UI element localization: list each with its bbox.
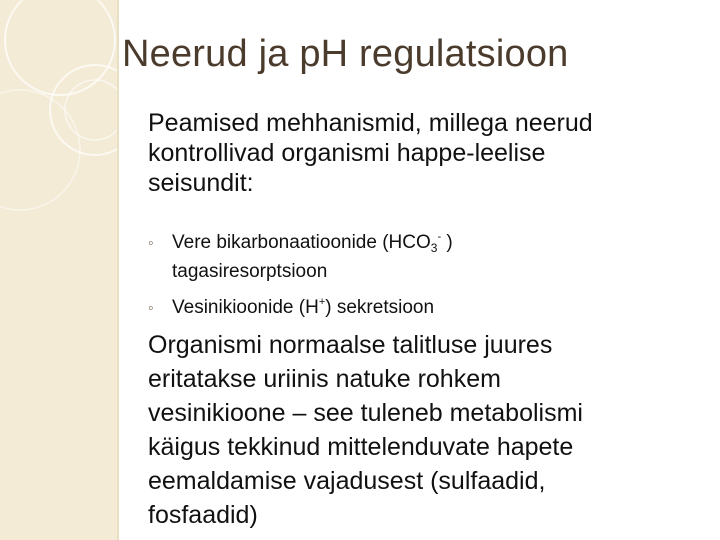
bullet-mechanisms xyxy=(131,108,701,198)
sub-bullet-text: tagasiresorptsioon xyxy=(172,261,328,282)
sub-bullet-text: ) sekretsioon xyxy=(325,297,435,318)
strip-edge-divider xyxy=(117,0,119,540)
subscript-text: 3 xyxy=(430,241,438,255)
bullet-text-line: seisundit: xyxy=(148,169,254,197)
sub-bullet-text: Vesinikioonide (H xyxy=(172,297,319,318)
bullet-text-line: fosfaadid) xyxy=(148,501,258,529)
bullet-text-line: vesinikioone – see tuleneb metabolismi xyxy=(148,399,583,427)
sub-bullet-hydrogen xyxy=(148,291,688,320)
decorative-side-strip xyxy=(0,0,118,540)
superscript-text: + xyxy=(318,296,326,308)
decorative-circles xyxy=(0,0,118,540)
bullet-text-line: eritatakse uriinis natuke rohkem xyxy=(148,365,501,393)
bullet-text-line: Organismi normaalse talitluse juures xyxy=(148,331,553,359)
bullet-text-line: käigus tekkinud mittelenduvate hapete xyxy=(148,433,574,461)
bullet-text-line: Peamised mehhanismid, millega neerud xyxy=(148,109,593,137)
bullet-text-line: kontrollivad organismi happe-leelise xyxy=(148,139,546,167)
bullet-text-line: eemaldamise vajadusest (sulfaadid, xyxy=(148,467,546,495)
superscript-text: - xyxy=(437,231,442,243)
sub-bullet-marker-icon: ◦ xyxy=(148,235,154,252)
sub-bullet-bicarbonate xyxy=(148,226,688,283)
sub-bullet-text: Vere bikarbonaatioonide (HCO xyxy=(172,232,431,253)
bullet-normal-function xyxy=(131,328,701,532)
sub-bullet-text: ) xyxy=(441,232,453,253)
slide-title: Neerud ja pH regulatsioon xyxy=(122,33,569,75)
sub-bullet-marker-icon: ◦ xyxy=(148,300,154,317)
